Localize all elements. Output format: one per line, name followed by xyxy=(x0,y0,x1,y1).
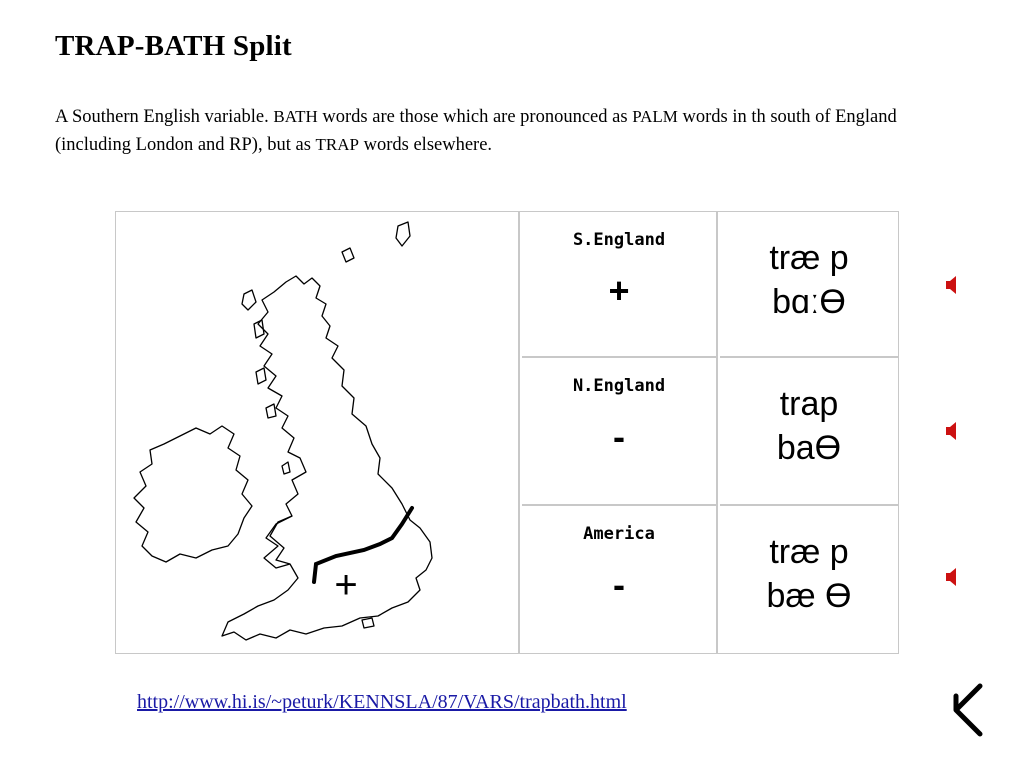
trap-bath-figure xyxy=(115,211,899,654)
map-plus-mark: + xyxy=(334,563,358,607)
isle-of-wight xyxy=(362,618,374,628)
region-name: America xyxy=(583,524,655,544)
region-name: S.England xyxy=(572,230,666,250)
pronunciation-cell-n-england xyxy=(720,358,898,506)
speaker-icon[interactable] xyxy=(944,420,958,442)
islay-island xyxy=(266,404,276,418)
orkney-island xyxy=(342,248,354,262)
mull-island xyxy=(256,368,266,384)
britain-ireland-map xyxy=(116,212,518,653)
region-cell-n-england xyxy=(522,358,718,506)
pron-bath: bæ ϴ xyxy=(766,577,852,615)
isle-of-man xyxy=(282,462,290,474)
pron-trap: træ p xyxy=(769,239,849,277)
region-sign: + xyxy=(608,270,630,311)
speaker-icon[interactable] xyxy=(944,274,958,296)
region-name: N.England xyxy=(572,376,666,396)
page-title: TRAP-BATH Split xyxy=(55,30,292,62)
intro-paragraph: A Southern English variable. BATH words are those which are pronounced as PALM words in th south of England (including London and RP), but as TRAP words elsewhere. xyxy=(55,107,897,155)
shetland-island xyxy=(396,222,410,246)
pron-trap: trap xyxy=(779,385,839,423)
pronunciation-cell-s-england xyxy=(720,212,898,358)
ireland-outline xyxy=(134,426,252,562)
source-link[interactable]: http://www.hi.is/~peturk/KENNSLA/87/VARS/trapbath.html xyxy=(137,691,627,713)
britain-map-cell xyxy=(116,212,520,653)
pronunciation-cell-america xyxy=(720,506,898,653)
lexical-set-bath: BATH xyxy=(273,107,318,126)
region-sign: - xyxy=(613,416,625,457)
pron-bath: baϴ xyxy=(776,429,842,467)
pron-bath: bɑːϴ xyxy=(772,283,846,321)
region-sign: - xyxy=(613,564,625,605)
pron-trap: træ p xyxy=(769,533,849,571)
hebrides-island xyxy=(242,290,256,310)
lexical-set-trap: TRAP xyxy=(315,135,359,154)
region-cell-s-england xyxy=(522,212,718,358)
return-arrow-icon[interactable] xyxy=(950,682,986,738)
lexical-set-palm: PALM xyxy=(632,107,678,126)
isogloss-line xyxy=(314,508,412,582)
great-britain-outline xyxy=(222,276,432,640)
region-cell-america xyxy=(522,506,718,653)
speaker-icon[interactable] xyxy=(944,566,958,588)
